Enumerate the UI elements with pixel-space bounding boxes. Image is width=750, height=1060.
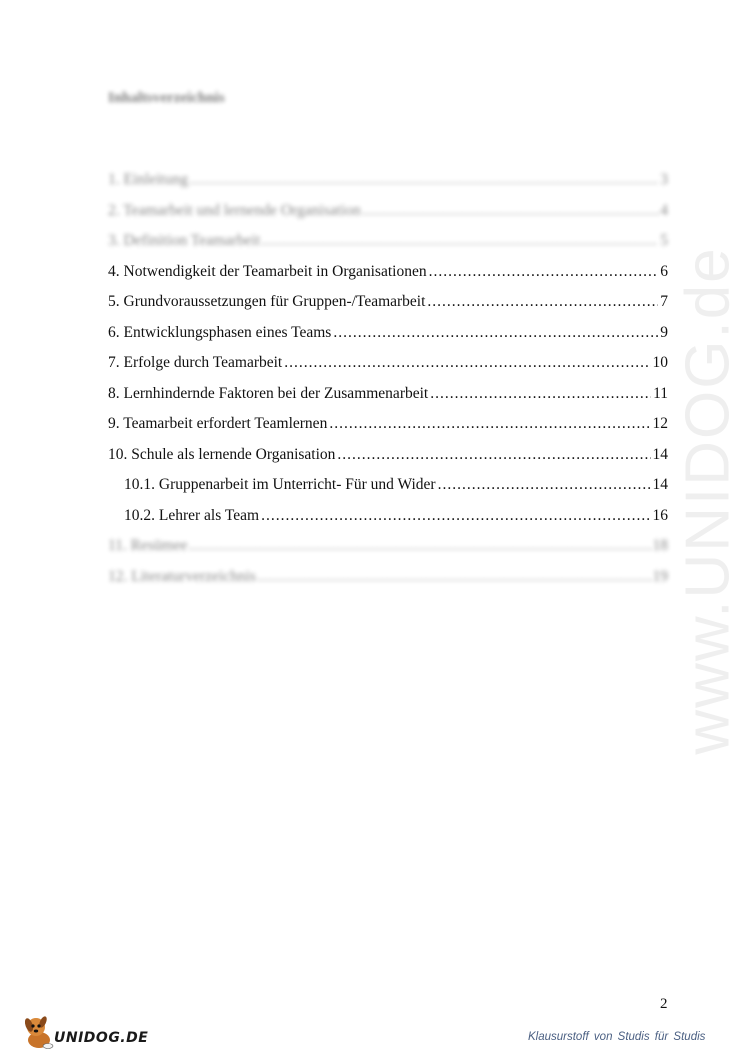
toc-entry — [108, 506, 668, 537]
footer-logo — [22, 1012, 152, 1052]
toc-entry-label: 1. Einleitung — [108, 171, 189, 188]
toc-entry-label: 6. Entwicklungsphasen eines Teams — [108, 323, 332, 341]
toc-entry-label: 9. Teamarbeit erfordert Teamlernen — [108, 415, 328, 432]
toc-entry — [108, 414, 668, 445]
footer-tagline: Klausurstoff von Studis für Studis — [528, 1031, 706, 1043]
toc-entry — [108, 384, 668, 415]
toc-entry — [108, 262, 668, 293]
toc-leader-dots — [329, 414, 650, 434]
watermark-text: www.UNIDOG.de — [673, 245, 743, 755]
toc-entry-label: 7. Erfolge durch Teamarbeit — [108, 354, 283, 371]
toc-entry-page: 14 — [652, 445, 668, 463]
toc-entry — [108, 323, 668, 354]
toc-leader-dots — [438, 475, 651, 495]
toc-entry-label: 10. Schule als lernende Organisation — [108, 445, 336, 463]
toc-entry-page: 12 — [652, 415, 668, 432]
toc-heading: Inhaltsverzeichnis — [108, 90, 225, 106]
toc-leader-dots — [430, 384, 651, 404]
toc-entry-page: 16 — [652, 506, 668, 524]
toc-entry — [108, 536, 668, 567]
toc-entry-page: 5 — [660, 232, 668, 249]
toc-leader-dots — [284, 353, 650, 373]
toc-entry-page: 14 — [652, 476, 668, 493]
toc-entry-page: 11 — [653, 384, 668, 402]
toc-leader-dots — [337, 445, 650, 465]
toc-entry-page: 3 — [660, 171, 668, 188]
toc-entry-page: 7 — [660, 293, 668, 310]
toc-entry-page: 10 — [652, 354, 668, 371]
toc-entry — [108, 201, 668, 232]
toc-entry-label: 10.1. Gruppenarbeit im Unterricht- Für und Wider — [124, 476, 436, 493]
toc-entry-label: 8. Lernhindernde Faktoren bei der Zusammenarbeit — [108, 384, 429, 402]
toc-leader-dots — [363, 201, 659, 221]
toc-entry — [108, 475, 668, 506]
toc-leader-dots — [190, 170, 658, 190]
toc-leader-dots — [333, 323, 658, 343]
dog-mascot-icon — [22, 1013, 58, 1051]
toc-entry-page: 18 — [652, 537, 668, 554]
toc-entry-label: 4. Notwendigkeit der Teamarbeit in Organisationen — [108, 262, 427, 280]
toc-entry — [108, 292, 668, 323]
logo-text: UNIDOG.DE — [54, 1030, 149, 1046]
watermark — [628, 245, 750, 755]
toc-entry — [108, 231, 668, 262]
toc-entry-page: 9 — [660, 323, 668, 341]
toc-entry-page: 6 — [660, 262, 668, 280]
toc-leader-dots — [262, 231, 658, 251]
toc-entry-label: 3. Definition Teamarbeit — [108, 232, 261, 249]
toc-leader-dots — [429, 262, 659, 282]
toc-leader-dots — [258, 567, 650, 587]
toc-entry-label: 2. Teamarbeit und lernende Organisation — [108, 201, 361, 219]
toc-entry-page: 19 — [652, 567, 668, 585]
toc-entry-label: 12. Literaturverzeichnis — [108, 567, 257, 585]
table-of-contents — [108, 170, 668, 597]
toc-entry-label: 5. Grundvoraussetzungen für Gruppen-/Teamarbeit — [108, 293, 426, 310]
toc-entry — [108, 445, 668, 476]
toc-entry — [108, 170, 668, 201]
toc-leader-dots — [190, 536, 651, 556]
toc-entry-label: 10.2. Lehrer als Team — [124, 506, 260, 524]
toc-entry-page: 4 — [660, 201, 668, 219]
toc-leader-dots — [427, 292, 658, 312]
toc-entry-label: 11. Resümee — [108, 537, 188, 554]
page-number: 2 — [660, 996, 668, 1012]
toc-entry — [108, 353, 668, 384]
toc-leader-dots — [261, 506, 650, 526]
toc-entry — [108, 567, 668, 598]
